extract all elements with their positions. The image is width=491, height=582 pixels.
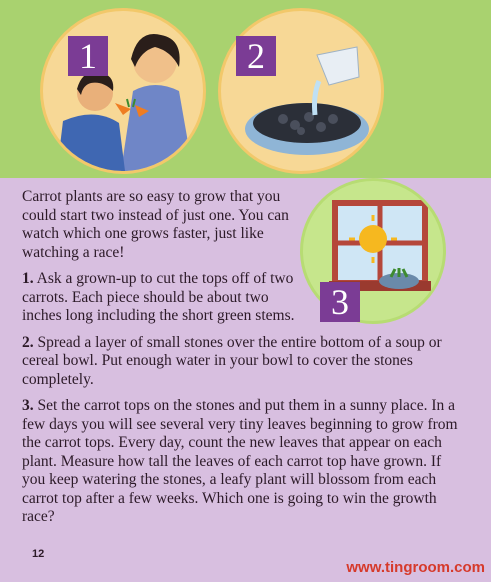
page-number: 12 bbox=[32, 548, 45, 560]
step-number-1-badge: 1 bbox=[68, 36, 108, 76]
instructions-text bbox=[22, 188, 467, 535]
step-3-number: 3. bbox=[22, 397, 34, 414]
step-3-paragraph bbox=[22, 397, 467, 527]
step-2-text: Spread a layer of small stones over the entire bottom of a soup or cereal bowl. Put enough water in your bowl to cover the stones completely. bbox=[22, 333, 442, 388]
step-2-paragraph bbox=[22, 334, 467, 390]
intro-paragraph: Carrot plants are so easy to grow that you could start two instead of just one. You can watch which one grows faster, just like watching a race! bbox=[22, 188, 289, 261]
illustration-children-carrots bbox=[40, 8, 206, 174]
step-2-number: 2. bbox=[22, 333, 34, 351]
watermark-link: www.tingroom.com bbox=[346, 559, 485, 576]
illustration-bowl-stones bbox=[218, 8, 384, 174]
step-number-2-badge: 2 bbox=[236, 36, 276, 76]
step-1-number: 1. bbox=[22, 270, 34, 287]
step-3-text: Set the carrot tops on the stones and put them in a sunny place. In a few days you will see several very tiny leaves beginning to grow from the carrot tops. Every day, count the new leaves that appear on each plant. Measure how tall the leaves of each carrot top have grown. If you keep watering the stones, a leafy plant will blossom from each carrot top after a few weeks. Which one is going to win the growth race? bbox=[22, 397, 458, 525]
step-1-text: Ask a grown-up to cut the tops off of two carrots. Each piece should be about two inches long including the short green stems. bbox=[22, 270, 295, 324]
step-number-3-badge: 3 bbox=[320, 282, 360, 322]
step-1-paragraph bbox=[22, 270, 312, 326]
bowl-stones-art bbox=[221, 11, 381, 171]
children-carrots-art bbox=[43, 11, 203, 171]
